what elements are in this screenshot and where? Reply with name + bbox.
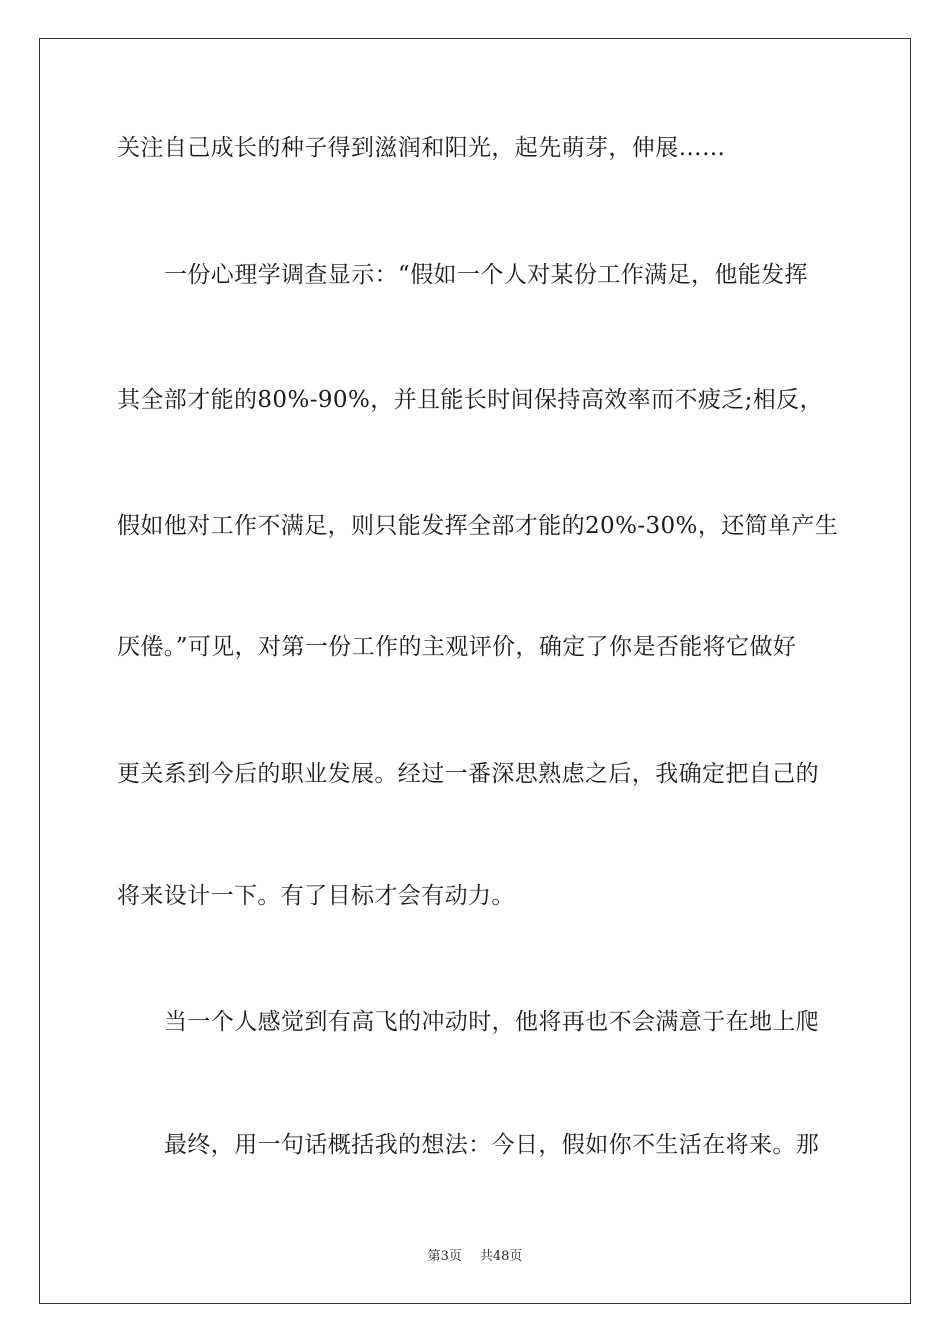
page-border xyxy=(39,38,911,1304)
text-line-4: 假如他对工作不满足，则只能发挥全部才能的20%-30%，还简单产生 xyxy=(117,513,839,539)
text-line-3: 其全部才能的80%-90%，并且能长时间保持高效率而不疲乏;相反， xyxy=(117,387,823,413)
text-line-8: 当一个人感觉到有高飞的冲动时，他将再也不会满意于在地上爬 xyxy=(164,1009,820,1035)
text-line-7: 将来设计一下。有了目标才会有动力。 xyxy=(117,883,515,909)
text-line-1: 关注自己成长的种子得到滋润和阳光，起先萌芽，伸展…… xyxy=(117,135,726,161)
page-footer xyxy=(0,1248,950,1266)
total-pages: 共48页 xyxy=(479,1249,523,1264)
text-line-9: 最终，用一句话概括我的想法：今日，假如你不生活在将来。那 xyxy=(164,1132,820,1158)
text-line-5: 厌倦。”可见，对第一份工作的主观评价，确定了你是否能将它做好 xyxy=(117,634,797,660)
text-line-2: 一份心理学调查显示：“假如一个人对某份工作满足，他能发挥 xyxy=(164,262,808,288)
page-number: 第3页 xyxy=(427,1249,462,1264)
text-line-6: 更关系到今后的职业发展。经过一番深思熟虑之后，我确定把自己的 xyxy=(117,761,819,787)
